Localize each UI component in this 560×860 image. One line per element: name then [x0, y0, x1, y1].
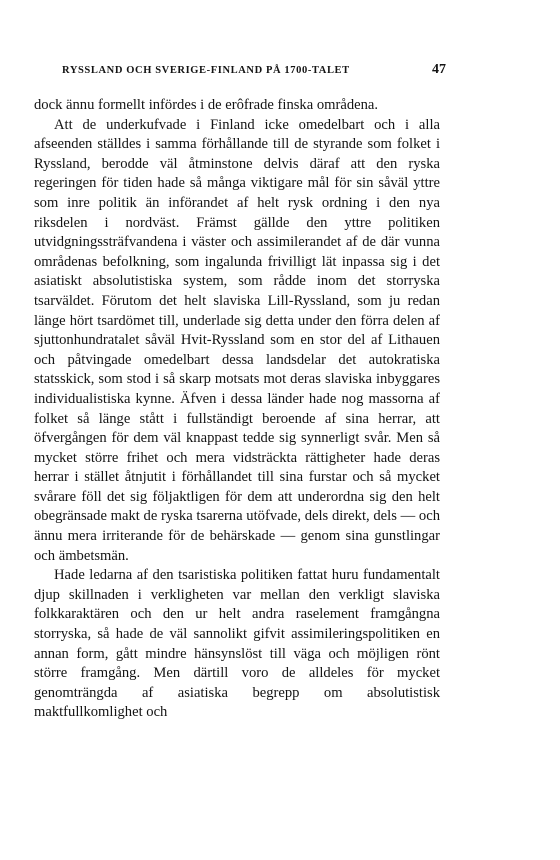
running-title: RYSSLAND OCH SVERIGE-FINLAND PÅ 1700-TALET: [62, 65, 350, 76]
page-number: 47: [432, 62, 446, 77]
body-text: [34, 96, 440, 723]
paragraph: Hade ledarna af den tsaristiska politiken fattat huru fundamentalt djup skillnaden i verkligheten var mellan den verkligt slaviska folkkaraktären och den ur helt andra raselement framgångna storryska, så hade de väl sannolikt gifvit assimileringspolitiken en annan form, gått mindre hänsynslöst till väga och möjligen rönt större framgång. Men därtill voro de alldeles för mycket genomträngda af asiatiska begrepp om absolutistisk maktfullkomlighet och: [34, 567, 440, 721]
running-head: [34, 58, 446, 82]
paragraph: Att de underkufvade i Finland icke omedelbart och i alla afseenden ställdes i samma förhållande till de styrande som folket i Ryssland, berodde väl åtminstone delvis däraf att den ryska regeringen för tiden hade så många viktigare mål för sin såväl yttre som inre politik än införandet af helt rysk ordning i den nya riksdelen i nordväst. Främst gällde den yttre politiken utvidgningssträfvandena i väster och assimilerandet af de där vunna områdenas befolkning, som ingalunda frivilligt lät inpassa sig i det asiatiskt absolutistiska system, som rådde inom det storryska tsarväldet. Förutom det helt slaviska Lill-Ryssland, som ju redan länge hört tsardömet till, underlade sig detta under den förra delen af sjuttonhundratalet såväl Hvit-Ryssland som en stor del af Lithauen och påtvingade omedelbart dessa landsdelar det autokratiska statsskick, som stod i så skarp motsats mot deras slaviska inbyggares individualistiska kynne. Äfven i dessa länder hade nog massorna af folket så länge stått i fullständigt beroende af sina herrar, att öfvergången för dem väl knappast tedde sig synnerligt svår. Men så mycket större frihet och mera vidsträckta rättigheter hade deras herrar i stället åtnjutit i förhållandet till sina furstar och så mycket svårare föll det sig följaktligen för dem att underordna sig den helt obegränsade makt de ryska tsarerna utöfvade, dels direkt, dels — och ännu mera irriterande för de behärskade — genom sina gunstlingar och ämbetsmän.: [34, 116, 440, 564]
paragraph-continued: dock ännu formellt infördes i de erôfrade finska områdena.: [34, 97, 379, 113]
book-page: [34, 58, 446, 723]
